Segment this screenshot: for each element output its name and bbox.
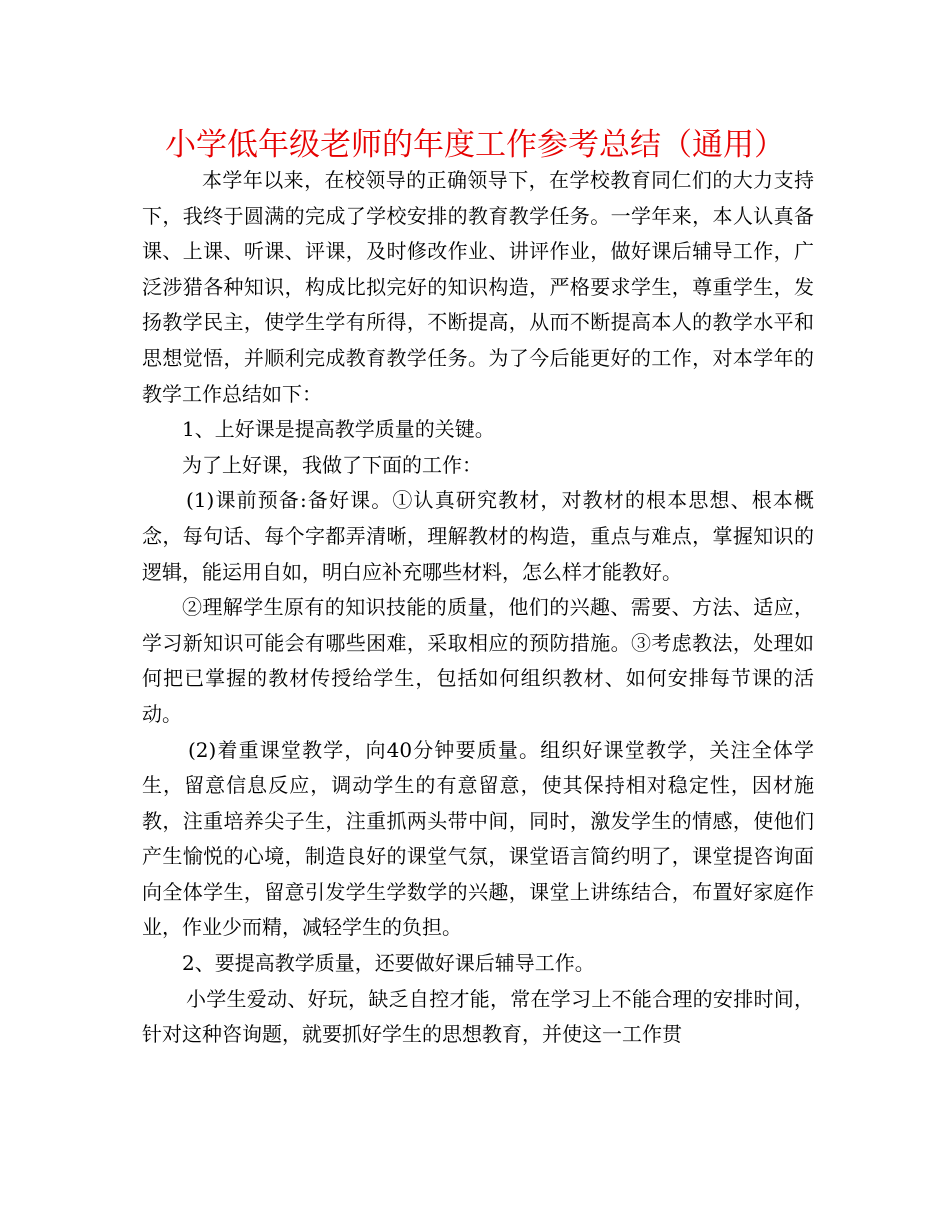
paragraph-student-understanding: ②理解学生原有的知识技能的质量，他们的兴趣、需要、方法、适应，学习新知识可能会有哪些困难，采取相应的预防措施。③考虑教法，处理如何把已掌握的教材传授给学生，包括如何组织教材、如何安排每节课的活动。 (142, 595, 814, 726)
paragraph-section-1-heading: 1、上好课是提高教学质量的关键。 (182, 417, 495, 442)
paragraph-section-2-heading: 2、要提高教学质量，还要做好课后辅导工作。 (182, 951, 595, 976)
paragraph-classroom-teaching: (2)着重课堂教学，向40分钟要质量。组织好课堂教学，关注全体学生，留意信息反应，调动学生的有意留意，使其保持相对稳定性，因材施教，注重培养尖子生，注重抓两头带中间，同时，激发学生的情感，使他们产生愉悦的心境，制造良好的课堂气氛，课堂语言简约明了，课堂提咨询面向全体学生，留意引发学生学数学的兴趣，课堂上讲练结合，布置好家庭作业，作业少而精，减轻学生的负担。 (142, 737, 814, 940)
document-body (142, 163, 814, 1053)
document-title: 小学低年级老师的年度工作参考总结（通用） (165, 127, 785, 163)
paragraph-section-1-lead: 为了上好课，我做了下面的工作： (182, 452, 482, 477)
paragraph-lesson-preparation: (1)课前预备:备好课。①认真研究教材，对教材的根本思想、根本概念，每句话、每个字都弄清晰，理解教材的构造，重点与难点，掌握知识的逻辑，能运用自如，明白应补充哪些材料，怎么样才能教好。 (142, 488, 814, 584)
paragraph-after-class-tutoring: 小学生爱动、好玩，缺乏自控才能，常在学习上不能合理的安排时间，针对这种咨询题，就要抓好学生的思想教育，并使这一工作贯 (142, 986, 814, 1047)
paragraph-intro: 本学年以来，在校领导的正确领导下，在学校教育同仁们的大力支持下，我终于圆满的完成了学校安排的教育教学任务。一学年来，本人认真备课、上课、听课、评课，及时修改作业、讲评作业，做好课后辅导工作，广泛涉猎各种知识，构成比拟完好的知识构造，严格要求学生，尊重学生，发扬教学民主，使学生学有所得，不断提高，从而不断提高本人的教学水平和思想觉悟，并顺利完成教育教学任务。为了今后能更好的工作，对本学年的教学工作总结如下： (142, 168, 814, 406)
